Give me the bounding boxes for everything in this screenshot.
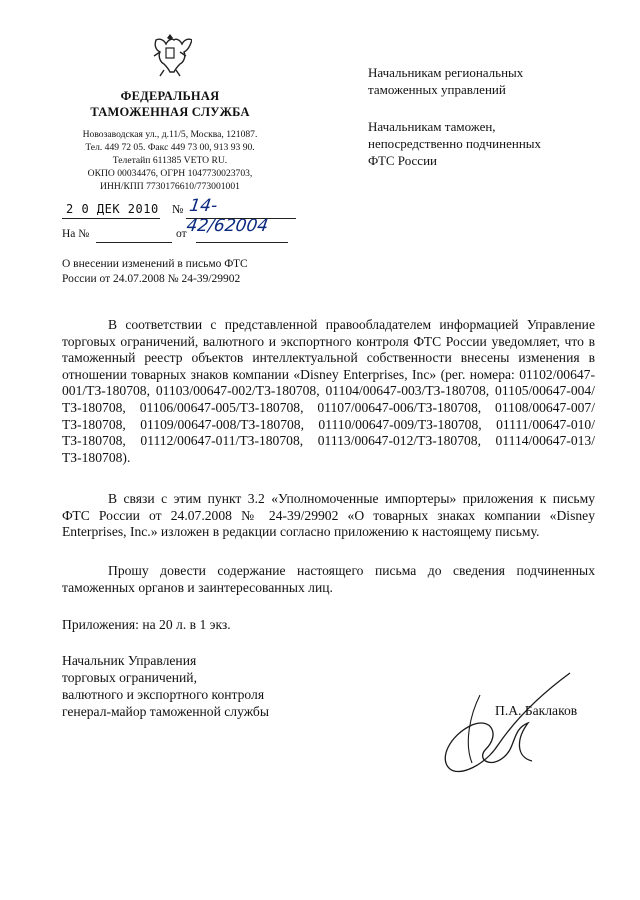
body-paragraph-2: В связи с этим пункт 3.2 «Уполномоченные импортеры» приложения к письму ФТС России от 24.07.2008 № 24-39/29902 «О товарных знаках компании «Disney Enterprises, Inc.» изложен в редакции согласно приложению к настоящему письму. [62,491,595,540]
letter-subject [62,257,302,287]
organization-name [60,88,280,120]
signatory-title-line: торговых ограничений, [62,670,197,685]
organization-details [40,128,300,193]
date-stamp: 2 0 ДЕК 2010 [66,202,159,216]
body-paragraph-3: Прошу довести содержание настоящего письма до сведения подчиненных таможенных органов и заинтересованных лиц. [62,563,595,595]
subject-line1: О внесении изменений в письмо ФТС [62,258,248,270]
addressee-line: ФТС России [368,153,437,168]
body-paragraph-1: В соответствии с представленной правообладателем информацией Управление торговых ограничений, валютного и экспортного контроля ФТС России уведомляет, что в таможенный реестр объектов интеллектуальной собственности внесены изменения в отношении товарных знаков компании «Disney Enterprises, Inc» (рег. номера: 01102/00647-001/ТЗ-180708, 01103/00647-002/ТЗ-180708, 01104/00647-003/ТЗ-180708, 01105/00647-004/ТЗ-180708, 01106/00647-005/ТЗ-180708, 01107/00647-006/ТЗ-180708, 01108/00647-007/ТЗ-180708, 01109/00647-008/ТЗ-180708, 01110/00647-009/ТЗ-180708, 01111/00647-010/ТЗ-180708, 01112/00647-011/ТЗ-180708, 01113/00647-012/ТЗ-180708, 01114/00647-013/ТЗ-180708). [62,317,595,465]
registration-number: 14-42/62004 [185,196,270,236]
addressee-line: непосредственно подчиненных [368,136,542,151]
addressee-line: Начальникам таможен, [368,119,496,134]
reply-date-underline [196,242,288,243]
number-sign: № [172,202,184,216]
reply-from-label: от [176,228,187,240]
address-line: Новозаводская ул., д.11/5, Москва, 121087. [82,129,258,140]
addressee-customs [368,118,608,169]
addressee-line: таможенных управлений [368,82,506,97]
okpo-ogrn-line: ОКПО 00034476, ОГРН 1047730023703, [87,168,253,179]
addressee-regional [368,64,608,98]
reply-number-label: На № [62,228,90,240]
inn-kpp-line: ИНН/КПП 7730176610/773001001 [100,181,240,192]
reply-number-underline [96,242,172,243]
reply-reference-line [62,228,302,246]
signatory-title [62,652,362,720]
handwritten-signature [420,665,590,785]
addressee-line: Начальникам региональных [368,65,524,80]
teletype-line: Телетайп 611385 VETO RU. [112,155,228,166]
subject-line2: России от 24.07.2008 № 24-39/29902 [62,273,241,285]
state-emblem-icon [148,30,192,78]
attachments-note: Приложения: на 20 л. в 1 экз. [62,617,231,632]
organization-name-line1: ФЕДЕРАЛЬНАЯ [120,89,220,103]
number-underline [186,218,296,219]
organization-name-line2: ТАМОЖЕННАЯ СЛУЖБА [90,105,250,119]
signatory-title-line: Начальник Управления [62,653,197,668]
phone-fax-line: Тел. 449 72 05. Факс 449 73 00, 913 93 90. [85,142,255,153]
signatory-title-line: генерал-майор таможенной службы [62,704,269,719]
signer-name: П.А. Баклаков [495,703,578,718]
signatory-title-line: валютного и экспортного контроля [62,687,265,702]
date-underline [62,218,160,219]
